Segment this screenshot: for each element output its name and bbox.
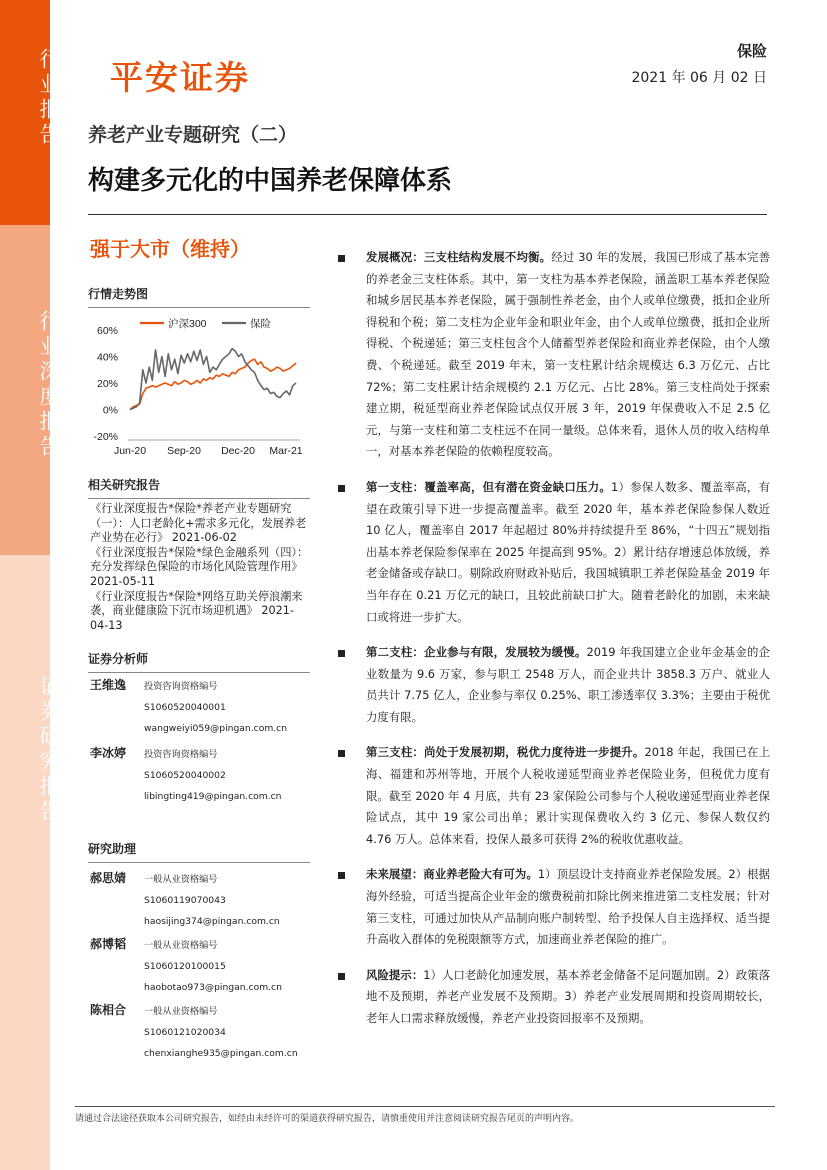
- pingan-logo: 平安证券: [110, 58, 250, 97]
- summary-item-head: 第二支柱：企业参与有限，发展较为缓慢。: [366, 645, 587, 660]
- bullet-square-icon: [338, 485, 345, 492]
- sidebar-band-bottom: [0, 555, 61, 1170]
- chart-legend-label: 沪深300: [168, 318, 207, 330]
- assistant-email[interactable]: chenxianghe935@pingan.com.cn: [144, 1048, 298, 1059]
- reports-section-heading: [88, 476, 310, 499]
- summary-item-text: 1）参保人数多、覆盖率高，有望在政策引导下进一步提高覆盖率。截至 2020 年，基本养老保险参保人数近 10 亿人，覆盖率自 2017 年起超过 80%并持续提升至 86%，“十四五”规划指出基本养老保险参保率在 2025 年提高到 95%。2）累计结存增速总体放缓，养老金储备或存缺口。剔除政府财政补贴后，我国城镇职工养老保险基金 2019 年当年存在 0.21 万亿元的缺口，且较此前缺口扩大。随着老龄化的加剧，未来缺口或将进一步扩大。: [366, 479, 770, 624]
- title-divider: [88, 214, 767, 215]
- assistant-email[interactable]: haosijing374@pingan.com.cn: [144, 916, 280, 927]
- sidebar-band-top: [0, 0, 61, 225]
- analyst-name: 李冰婷: [90, 746, 127, 760]
- related-reports-list: [90, 502, 312, 633]
- summary-item-head: 未来展望：商业养老险大有可为。: [366, 867, 538, 882]
- chart-x-tick-label: Dec-20: [221, 445, 255, 457]
- summary-item-text: 1）人口老龄化加速发展，基本养老金储备不足问题加剧。2）政策落地不及预期，养老产业发展不及预期。3）养老产业发展周期和投资周期较长，老年人口需求释放缓慢，养老产业投资回报率不及预期。: [366, 967, 770, 1025]
- summary-item: [338, 642, 770, 728]
- summary-item-text: 2018 年起，我国已在上海、福建和苏州等地，开展个人税收递延型商业养老保险业务，但税优力度有限。截至 2020 年 4 月底，共有 23 家保险公司参与个人税收递延型商业养老保险试点，其中 19 家公司出单；累计实现保费收入约 3 亿元、参保人数仅约 4.76 万人。总体来看，投保人最多可获得 2%的税收优惠收益。: [366, 745, 770, 846]
- summary-item: [338, 477, 770, 628]
- doc-date: 2021 年 06 月 02 日: [631, 70, 767, 86]
- chart-legend-label: 保险: [250, 318, 271, 330]
- summary-item-text: 2019 年我国建立企业年金基金的企业数量为 9.6 万家，参与职工 2548 万人，而企业共计 3858.3 万户、就业人员共计 7.75 亿人，企业参与率仅 0.25%、职工渗透率仅 3.3%；主要由于税优力度有限。: [366, 645, 770, 724]
- assistant-qual: 一般从业资格编号: [144, 874, 218, 885]
- assistants-heading: 研究助理: [88, 840, 310, 863]
- analysts-section-heading: [88, 650, 310, 673]
- footer-divider: [75, 1106, 775, 1107]
- related-report-item[interactable]: 《行业深度报告*保险*绿色金融系列（四）：充分发挥绿色保险的市场化风险管理作用》 2021-05-11: [90, 545, 309, 588]
- sidebar-label-deep-report: 行业深度报告: [37, 310, 61, 460]
- analyst-qual: 投资咨询资格编号: [144, 681, 218, 692]
- summary-item: [338, 965, 770, 1030]
- assistant-code: S1060121020034: [144, 1027, 226, 1038]
- reports-heading: 相关研究报告: [88, 476, 310, 499]
- footer-disclaimer: 请通过合法途径获取本公司研究报告，如经由未经许可的渠道获得研究报告，请慎重使用并注意阅读研究报告尾页的声明内容。: [75, 1114, 580, 1124]
- summary-item-head: 第一支柱：覆盖率高，但有潜在资金缺口压力。: [366, 479, 612, 494]
- analyst-info: [144, 744, 282, 807]
- assistant-code: S1060120100015: [144, 961, 226, 972]
- assistants-section-heading: [88, 840, 310, 863]
- bullet-square-icon: [338, 973, 345, 980]
- assistant-name: 郝博韬: [90, 937, 127, 951]
- rating-label: 强于大市（维持）: [90, 237, 250, 261]
- assistant-name: 郝思婧: [90, 871, 127, 885]
- assistant-qual: 一般从业资格编号: [144, 1006, 218, 1017]
- market-trend-chart: [88, 312, 310, 462]
- related-report-item[interactable]: 《行业深度报告*保险*养老产业专题研究（一）：人口老龄化+需求多元化，发展养老产业势在必行》 2021-06-02: [90, 502, 307, 545]
- sidebar-band-middle: [0, 225, 61, 555]
- analyst-email[interactable]: libingting419@pingan.com.cn: [144, 791, 282, 802]
- doc-category: 保险: [736, 42, 767, 60]
- assistant-code: S1060119070043: [144, 895, 226, 906]
- analyst-email[interactable]: wangweiyi059@pingan.com.cn: [144, 723, 288, 734]
- report-summary: [338, 247, 770, 1030]
- chart-y-tick-label: 40%: [96, 351, 118, 364]
- analyst-code: S1060520040002: [144, 770, 226, 781]
- related-report-item[interactable]: 《行业深度报告*保险*网络互助关停浪潮来袭，商业健康险下沉市场迎机遇》 2021-04-13: [90, 589, 303, 632]
- summary-item: [338, 864, 770, 950]
- chart-heading: 行情走势图: [88, 285, 310, 308]
- analyst-name: 王维逸: [90, 678, 127, 692]
- summary-item-head: 第三支柱：尚处于发展初期，税优力度待进一步提升。: [366, 745, 645, 760]
- page-title: 构建多元化的中国养老保障体系: [88, 166, 453, 196]
- bullet-square-icon: [338, 650, 345, 657]
- chart-section-heading: [88, 285, 310, 308]
- bullet-square-icon: [338, 750, 345, 757]
- assistant-qual: 一般从业资格编号: [144, 940, 218, 951]
- analysts-heading: 证券分析师: [88, 650, 310, 673]
- analyst-info: [144, 676, 287, 739]
- summary-item: [338, 742, 770, 850]
- sidebar-label-securities-research: 证券研究报告: [37, 675, 61, 825]
- summary-item-head: 发展概况：三支柱结构发展不均衡。: [366, 250, 552, 264]
- chart-x-tick-label: Sep-20: [167, 445, 201, 457]
- assistant-info: [144, 1001, 298, 1064]
- sidebar-label-report: 行业报告: [37, 48, 61, 148]
- series-title: 养老产业专题研究（二）: [88, 124, 298, 146]
- assistant-info: [144, 869, 280, 932]
- chart-y-tick-label: 0%: [102, 404, 118, 417]
- chart-x-tick-label: Mar-21: [269, 445, 303, 457]
- analyst-code: S1060520040001: [144, 702, 226, 713]
- bullet-square-icon: [338, 872, 345, 879]
- assistant-name: 陈相合: [90, 1003, 127, 1017]
- analyst-qual: 投资咨询资格编号: [144, 749, 218, 760]
- chart-y-tick-label: 60%: [96, 325, 118, 337]
- bullet-square-icon: [338, 255, 345, 262]
- chart-y-tick-label: 20%: [96, 378, 118, 390]
- assistant-info: [144, 935, 282, 998]
- summary-item-text: 1）顶层设计支持商业养老保险发展。2）根据海外经验，可适当提高企业年金的缴费税前扣除比例来推进第二支柱发展；针对第三支柱，可通过加快从产品制向账户制转型、给予投保人自主选择权、适当提升高收入群体的免税限额等方式，加速商业养老保险的推广。: [366, 867, 770, 947]
- summary-item-text: 经过 30 年的发展，我国已形成了基本完善的养老金三支柱体系。其中，第一支柱为基本养老保险，涵盖职工基本养老保险和城乡居民基本养老保险，属于强制性养老金，由个人或单位缴费，抵扣企业所得税和个税；第二支柱为企业年金和职业年金，由个人或单位缴费，抵扣企业所得税、个税递延；第三支柱包含个人储蓄型养老保险和商业养老保险，由个人缴费、个税递延。截至 2019 年末，第一支柱累计结余规模达 6.3 万亿元、占比 72%；第二支柱累计结余规模约 2.1 万亿元、占比 28%。第三支柱尚处于探索建立期，税延型商业养老保险试点仅开展 3 年，2019 年保费收入不足 2.5 亿元，与第一支柱和第二支柱远不在同一量级。总体来看，退休人员的收入结构单一，对基本养老保险的依赖程度较高。: [366, 250, 770, 459]
- summary-item-head: 风险提示：: [366, 967, 424, 982]
- summary-item: [338, 247, 770, 463]
- chart-x-tick-label: Jun-20: [113, 445, 147, 457]
- chart-y-tick-label: -20%: [93, 431, 118, 443]
- assistant-email[interactable]: haobotao973@pingan.com.cn: [144, 982, 282, 993]
